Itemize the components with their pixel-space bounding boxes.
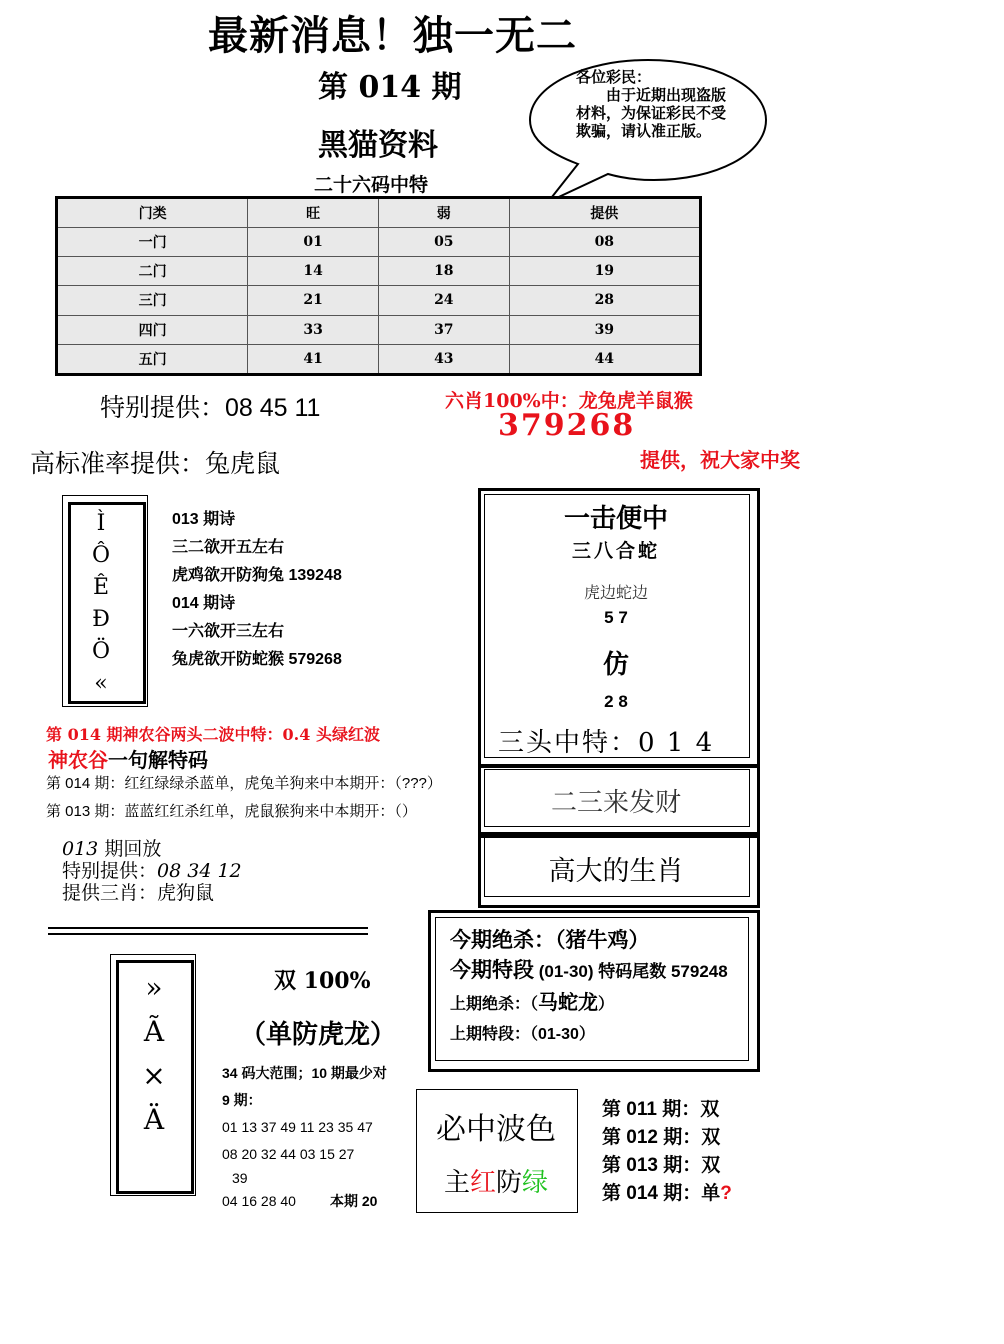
range-title-2: 9 期： xyxy=(222,1092,262,1108)
period-label: 第 011 期： xyxy=(602,1099,701,1120)
kill-last-label: 上期绝杀：（ xyxy=(450,996,539,1013)
wave-guard: 防 xyxy=(496,1168,523,1198)
period-value: 单 xyxy=(701,1183,721,1204)
bubble-body: 由于近期出现盗版材料，为保证彩民不受欺骗，请认准正版。 xyxy=(576,86,727,140)
replay-issue-number: 013 xyxy=(62,838,99,860)
poem-glyph: Ì xyxy=(96,511,106,536)
three-head-line: 三头中特：0 1 4 xyxy=(498,728,715,758)
double-divider xyxy=(48,927,368,935)
bottom-glyph: × xyxy=(142,1059,166,1092)
range-lines xyxy=(222,1060,387,1215)
range-row: 01 13 37 49 11 23 35 47 xyxy=(222,1119,373,1135)
shennong-wave-line: 第 014 期神农谷两头二波中特：0.4 头绿红波 xyxy=(46,725,380,744)
bottom-glyph-column xyxy=(134,966,174,1142)
hit-title: 一击便中 xyxy=(563,504,668,534)
single-guard: （单防虎龙） xyxy=(240,1020,397,1050)
poem-line: 一六欲开三左右 xyxy=(172,623,285,640)
blessing-line: 提供，祝大家中奖 xyxy=(640,448,800,472)
kill-last-zodiacs: 马蛇龙 xyxy=(538,990,599,1014)
hit-fang: 仿 xyxy=(602,650,629,680)
table-cell: 三门 xyxy=(57,286,248,315)
poem-glyph: Ð xyxy=(92,607,110,632)
category-title: 黑猫资料 xyxy=(318,128,438,163)
table-cell: 43 xyxy=(378,344,509,374)
table-header: 旺 xyxy=(248,198,379,228)
subtitle: 二十六码中特 xyxy=(314,174,429,196)
poem-lines xyxy=(172,506,342,674)
kill-segment-rest: (01-30) 特码尾数 579248 xyxy=(538,962,728,981)
door-table xyxy=(55,196,702,376)
kill-current-segment xyxy=(450,955,728,987)
hit-numbers-bottom: 2 8 xyxy=(604,692,628,711)
table-row xyxy=(57,344,701,374)
poem-glyph: Ô xyxy=(91,543,111,568)
replay-special-label: 特别提供： xyxy=(62,860,158,882)
period-list xyxy=(602,1096,732,1208)
range-row-last xyxy=(222,1188,387,1215)
table-row xyxy=(57,257,701,286)
replay-block xyxy=(62,838,242,904)
shennong-title-rest: 一句解特码 xyxy=(108,748,208,772)
table-cell: 39 xyxy=(509,315,700,344)
wave-main: 主 xyxy=(443,1168,470,1198)
table-cell: 33 xyxy=(248,315,379,344)
table-cell: 37 xyxy=(378,315,509,344)
slogan-two-three: 二三来发财 xyxy=(550,788,681,818)
kill-last-end: ） xyxy=(598,996,615,1013)
main-title: 最新消息！独一无二 xyxy=(208,12,577,59)
list-item xyxy=(602,1096,732,1124)
table-cell: 18 xyxy=(378,257,509,286)
period-label: 第 014 期： xyxy=(602,1183,702,1204)
shennong-title xyxy=(48,744,208,773)
shennong-line-013: 第 013 期：蓝蓝红红杀红单，虎鼠猴狗来中本期开：（） xyxy=(46,803,417,820)
range-row: 39 xyxy=(232,1170,248,1186)
table-cell: 24 xyxy=(378,286,509,315)
table-cell: 44 xyxy=(509,344,700,374)
range-title: 34 码大范围；10 期最少对 xyxy=(222,1065,387,1081)
period-label: 第 012 期： xyxy=(602,1127,702,1148)
kill-last xyxy=(450,987,728,1020)
poem-line: 虎鸡欲开防狗兔 139248 xyxy=(172,567,342,584)
table-cell: 41 xyxy=(248,344,379,374)
replay-title xyxy=(62,838,242,860)
range-current-tag: 本期 20 xyxy=(329,1193,378,1209)
kill-last-segment: 上期特段：（01-30） xyxy=(450,1026,595,1043)
wave-color-line xyxy=(416,1162,576,1199)
hit-numbers-top: 5 7 xyxy=(604,608,628,627)
wave-green: 绿 xyxy=(522,1168,549,1198)
high-rate-offer: 高标准率提供：兔虎鼠 xyxy=(30,450,281,478)
period-value: 双 xyxy=(701,1155,721,1176)
table-cell: 二门 xyxy=(57,257,248,286)
shennong-line-014: 第 014 期：红红绿绿杀蓝单，虎兔羊狗来中本期开：（???） xyxy=(46,775,442,792)
issue-title: 第 014 期 xyxy=(318,70,462,105)
bottom-glyph: Ã xyxy=(143,1015,165,1048)
list-item xyxy=(602,1180,732,1208)
bubble-greeting: 各位彩民： xyxy=(576,68,652,86)
poem-glyph-column xyxy=(86,508,116,700)
bottom-glyph: Ä xyxy=(143,1103,165,1136)
poem-line: 014 期诗 xyxy=(172,595,236,612)
replay-special xyxy=(62,860,242,882)
table-cell: 14 xyxy=(248,257,379,286)
kill-current: 今期绝杀：（猪牛鸡） xyxy=(450,927,650,952)
table-cell: 四门 xyxy=(57,315,248,344)
table-row xyxy=(57,315,701,344)
shennong-title-red: 神农谷 xyxy=(48,748,108,772)
poem-line: 三二欲开五左右 xyxy=(172,539,285,556)
special-offer: 特别提供：08 45 11 xyxy=(100,394,321,422)
table-cell: 一门 xyxy=(57,228,248,257)
replay-special-nums: 08 34 12 xyxy=(157,860,242,882)
slogan-tall: 高大的生肖 xyxy=(548,856,684,887)
bottom-glyph: » xyxy=(145,971,163,1004)
kill-lines xyxy=(450,925,728,1050)
period-label: 第 013 期： xyxy=(602,1155,702,1176)
period-value: 双 xyxy=(700,1099,720,1120)
list-item xyxy=(602,1124,732,1152)
table-header: 提供 xyxy=(509,198,700,228)
wave-red: 红 xyxy=(469,1168,496,1198)
table-cell: 21 xyxy=(248,286,379,315)
period-question-mark: ? xyxy=(720,1183,732,1204)
replay-three: 提供三肖：虎狗鼠 xyxy=(62,882,215,904)
even-percent: 双 100% xyxy=(274,968,371,994)
table-row xyxy=(57,286,701,315)
list-item xyxy=(602,1152,732,1180)
table-row xyxy=(57,228,701,257)
poem-line: 013 期诗 xyxy=(172,511,236,528)
table-cell: 28 xyxy=(509,286,700,315)
kill-segment-label: 今期特段 xyxy=(450,957,534,982)
range-row-nums: 04 16 28 40 xyxy=(222,1193,296,1209)
poem-glyph: Ö xyxy=(91,639,111,664)
replay-issue-label: 期回放 xyxy=(104,838,162,860)
period-value: 双 xyxy=(701,1127,721,1148)
hit-edge: 虎边蛇边 xyxy=(583,585,648,602)
wave-title: 必中波色 xyxy=(436,1112,556,1147)
range-row: 08 20 32 44 03 15 27 xyxy=(222,1146,355,1162)
bubble-text xyxy=(576,68,736,154)
poem-glyph: Ê xyxy=(92,575,110,600)
table-header: 弱 xyxy=(378,198,509,228)
poem-line: 兔虎欲开防蛇猴 579268 xyxy=(172,651,342,668)
table-cell: 08 xyxy=(509,228,700,257)
six-zodiac-line: 六肖100%中：龙兔虎羊鼠猴 xyxy=(445,390,693,412)
table-header: 门类 xyxy=(57,198,248,228)
six-zodiac-code: 379268 xyxy=(498,408,636,443)
table-header-row xyxy=(57,198,701,228)
table-cell: 19 xyxy=(509,257,700,286)
table-cell: 01 xyxy=(248,228,379,257)
hit-subtitle: 三八合蛇 xyxy=(571,540,660,562)
table-cell: 05 xyxy=(378,228,509,257)
poem-glyph: « xyxy=(94,671,108,696)
table-cell: 五门 xyxy=(57,344,248,374)
